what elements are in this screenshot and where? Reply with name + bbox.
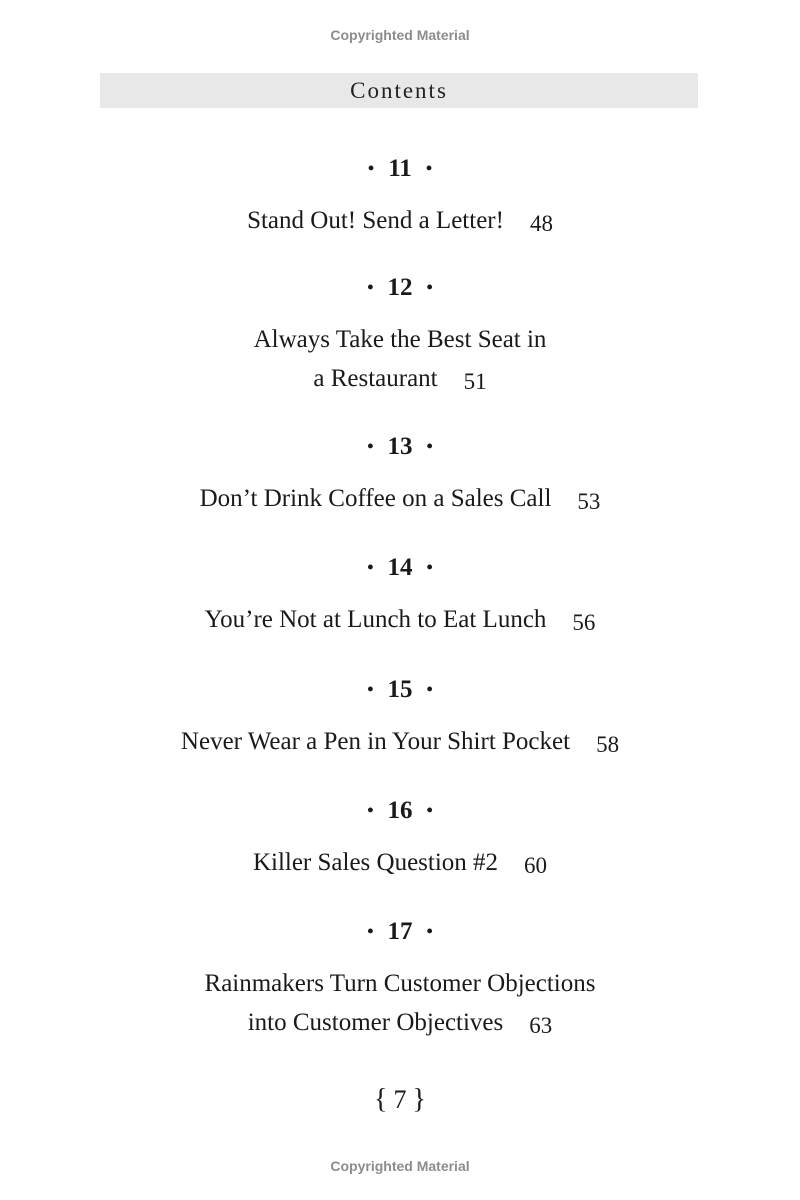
bullet-icon: • (426, 557, 433, 577)
page-reference: 60 (524, 853, 548, 878)
bullet-icon: • (367, 921, 374, 941)
chapter-title (0, 479, 800, 518)
page-reference: 58 (596, 732, 620, 757)
chapter-title (0, 843, 800, 882)
toc-entry-12 (0, 272, 800, 398)
toc-entry-11 (0, 153, 800, 240)
chapter-number: • 15 • (367, 676, 433, 703)
copyright-watermark-bottom: Copyrighted Material (330, 1158, 470, 1174)
bullet-icon: • (426, 436, 433, 456)
toc-entry-15 (0, 674, 800, 761)
bullet-icon: • (367, 679, 374, 699)
chapter-title (0, 964, 800, 1042)
page-reference: 53 (577, 489, 601, 514)
page-folio (0, 1084, 800, 1116)
page-number: 7 (393, 1085, 407, 1114)
page-reference: 48 (529, 211, 553, 236)
chapter-title-line: Always Take the Best Seat in (253, 326, 547, 353)
page-reference: 51 (463, 369, 487, 394)
chapter-title (0, 600, 800, 639)
bullet-icon: • (367, 557, 374, 577)
chapter-number: • 17 • (367, 918, 433, 945)
contents-title: Contents (350, 77, 448, 103)
bullet-icon: • (367, 800, 374, 820)
chapter-title-line: You’re Not at Lunch to Eat Lunch 56 (0, 600, 800, 639)
chapter-title (0, 201, 800, 240)
page-reference: 56 (572, 610, 596, 635)
bullet-icon: • (367, 158, 375, 178)
chapter-title-line: Killer Sales Question #2 60 (0, 843, 800, 882)
chapter-number: • 13 • (367, 433, 433, 460)
bullet-icon: • (367, 277, 374, 297)
bullet-icon: • (426, 800, 433, 820)
bullet-icon: • (425, 158, 433, 178)
chapter-title-line: into Customer Objectives 63 (0, 1003, 800, 1042)
bullet-icon: • (426, 679, 433, 699)
bullet-icon: • (426, 921, 433, 941)
brace-open: { (374, 1084, 388, 1115)
chapter-number: • 14 • (367, 554, 433, 581)
chapter-title-line: Never Wear a Pen in Your Shirt Pocket 58 (0, 722, 800, 761)
chapter-title-line: a Restaurant 51 (0, 359, 800, 398)
toc-entry-16 (0, 795, 800, 882)
chapter-title (0, 320, 800, 398)
bullet-icon: • (367, 436, 374, 456)
page-reference: 63 (529, 1013, 553, 1038)
toc-entry-14 (0, 552, 800, 639)
chapter-title-line: Stand Out! Send a Letter! 48 (0, 201, 800, 240)
bullet-icon: • (426, 277, 433, 297)
chapter-number: • 12 • (367, 274, 433, 301)
chapter-title-line: Rainmakers Turn Customer Objections (204, 970, 596, 997)
chapter-number: • 11 • (367, 155, 433, 182)
chapter-title (0, 722, 800, 761)
toc-entry-13 (0, 431, 800, 518)
copyright-watermark-top: Copyrighted Material (330, 27, 470, 43)
contents-header-band (100, 73, 698, 108)
chapter-number: • 16 • (367, 797, 433, 824)
brace-close: } (412, 1084, 426, 1115)
chapter-title-line: Don’t Drink Coffee on a Sales Call 53 (0, 479, 800, 518)
toc-entry-17 (0, 916, 800, 1042)
